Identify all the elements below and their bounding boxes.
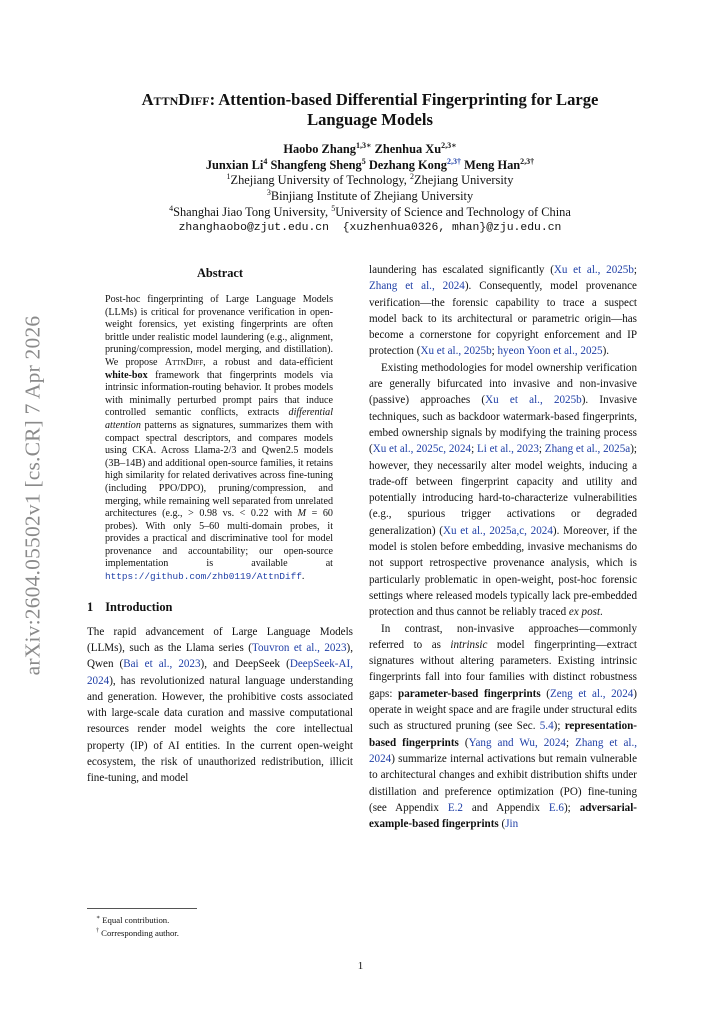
citation-link[interactable]: Zhang et al., 2024 — [369, 280, 465, 293]
citation-link[interactable]: DeepSeek-AI, 2024 — [87, 658, 353, 687]
author-line-2: Junxian Li$^4$ Shangfeng Sheng$^5$ Dezhang Kong$^{2,3\dagger}$ Meng Han$^{2,3\dagger}$ — [205, 156, 535, 172]
affiliation-line-1: $^1$Zhejiang University of Technology, $^2$Zhejiang University — [226, 172, 514, 188]
body-paragraph: Existing methodologies for model ownership verification are generally bifurcated into invasive and non-invasive (passive) approaches (Xu et al., 2025b). Invasive techniques, such as backdoor watermark-based fingerprints, embed ownership signals by modifying the training process (Xu et al., 2025c, 2024; Li et al., 2023; Zhang et al., 2025a); however, they necessarily alter model weights, inducing a trade-off between fingerprint capacity and utility and potentially introducing hard-to-characterize vulnerabilities (e.g., spurious trigger activations or degraded generalization) (Xu et al., 2025a,c, 2024). Moreover, if the model is stolen before embedding, invasive mechanisms do not support retrospective provenance analysis, which is particularly problematic in open-weight, post-hoc forensic settings where released models typically lack pre-embedded protection and thus cannot be reliably traced ex post. — [369, 361, 637, 619]
citation-link[interactable]: Xu et al., 2025b — [553, 264, 634, 276]
footnote-divider — [87, 908, 197, 909]
citation-link[interactable]: Zhang et al., 2024 — [369, 736, 638, 765]
paper-title: AttnDiff: Attention-based Differential Fingerprinting for Large Language Models — [141, 90, 599, 129]
author-block — [90, 142, 650, 236]
author-emails: zhanghaobo@zjut.edu.cn {xuzhenhua0326, mhan}@zju.edu.cn — [178, 221, 562, 234]
citation-link[interactable]: hyeon Yoon et al., 2025 — [497, 345, 603, 358]
footnotes — [87, 908, 353, 939]
body-paragraph: In contrast, non-invasive approaches—commonly referred to as intrinsic model fingerprinting—extract signatures without altering parameters. Existing intrinsic fingerprints fall into four families with distinct robustness gaps: parameter-based fingerprints (Zeng et al., 2024) operate in weight space and are fragile under structural edits such as structured pruning (see Sec. 5.4); representation-based fingerprints (Yang and Wu, 2024; Zhang et al., 2024) summarize internal activations but remain vulnerable to architectural changes and exhibit distribution shifts under distillation and preference optimization (PO) fine-tuning (see Appendix E.2 and Appendix E.6); adversarial-example-based fingerprints (Jin — [369, 622, 638, 831]
citation-link[interactable]: Jin — [505, 818, 519, 831]
citation-link[interactable]: Xu et al., 2025a,c, 2024 — [442, 524, 553, 537]
citation-link[interactable]: Xu et al., 2025c, 2024 — [372, 443, 472, 456]
citation-link[interactable]: Zeng et al., 2024 — [549, 687, 634, 700]
section-heading-introduction: 1 Introduction — [87, 599, 173, 614]
body-paragraph: laundering has escalated significantly (Xu et al., 2025b; Zhang et al., 2024). Consequently, model provenance verification—the forensic capability to trace a suspect model back to its architectural or parametric origin—has become a cornerstone for copyright enforcement and IP protection (Xu et al., 2025b; hyeon Yoon et al., 2025). — [369, 264, 637, 358]
method-name: AttnDiff — [141, 90, 210, 109]
left-column — [87, 262, 353, 787]
affiliation-line-2: $^3$Binjiang Institute of Zhejiang University — [266, 187, 474, 204]
intro-paragraph: The rapid advancement of Large Language Models (LLMs), such as the Llama series (Touvron et al., 2023), Qwen (Bai et al., 2023), and DeepSeek (DeepSeek-AI, 2024), has revolutionized natural language understanding and generation. However, the prohibitive costs associated with large-scale data curation and massive computational resources render model weights the core intellectual property (IP) of AI entities. In the current open-weight ecosystem, the risk of unauthorized redistribution, illicit fine-tuning, and model — [87, 625, 353, 785]
appendix-link[interactable]: E.2 — [447, 801, 463, 814]
citation-link[interactable]: Zhang et al., 2025a — [544, 443, 631, 456]
affiliation-line-3: $^4$Shanghai Jiao Tong University, $^5$University of Science and Technology of China — [169, 203, 571, 219]
appendix-link[interactable]: E.6 — [548, 801, 564, 814]
citation-link[interactable]: Xu et al., 2025b — [485, 394, 582, 407]
arxiv-identifier-stamp: arXiv:2604.05502v1 [cs.CR] 7 Apr 2026 — [20, 315, 45, 675]
section-link[interactable]: 5.4 — [539, 720, 554, 733]
citation-link[interactable]: Yang and Wu, 2024 — [468, 736, 566, 749]
page-number: 1 — [357, 960, 364, 972]
author-line-1: Haobo Zhang$^{1,3∗}$ Zhenhua $Xu^{2,3∗}$ — [283, 140, 457, 156]
citation-link[interactable]: Touvron et al., 2023 — [252, 641, 347, 654]
citation-link[interactable]: Xu et al., 2025b — [420, 345, 492, 358]
citation-link[interactable]: Bai et al., 2023 — [123, 658, 201, 671]
github-link[interactable]: https://github.com/zhb0119/AttnDiff — [105, 571, 302, 583]
footnote-corresponding-author: † Corresponding author. — [96, 927, 179, 938]
right-column — [369, 262, 637, 832]
citation-link[interactable]: Li et al., 2023 — [476, 443, 539, 456]
abstract-text: Post-hoc fingerprinting of Large Language Models (LLMs) is critical for provenance verification in open-weight forensics, yet existing fingerprints are often brittle under realistic model laundering (e.g., alignment, pruning/compression, model merging, and distillation). We propose AttnDiff, a robust and data-efficient white-box framework that fingerprints models via intrinsic information-routing behavior. It probes models with minimally perturbed prompt pairs that induce controlled semantic conflicts, extracts differential attention patterns as signatures, summarizes them with compact spectral descriptors, and compares models using CKA. Across Llama-2/3 and Qwen2.5 models (3B–14B) and additional open-source families, it retains high similarity for related derivatives across fine-tuning (including PPO/DPO), pruning/compression, and merging, while remaining well separated from unrelated architectures (e.g., > 0.98 vs. < 0.22 with M = 60 probes). With only 5–60 multi-domain probes, it provides a practical and discriminative tool for model provenance and accountability; our open-source implementation is available at https://github.com/zhb0119/AttnDiff. — [105, 294, 333, 583]
abstract-heading: Abstract — [196, 266, 244, 280]
footnote-equal-contribution: ∗ Equal contribution. — [96, 914, 170, 925]
